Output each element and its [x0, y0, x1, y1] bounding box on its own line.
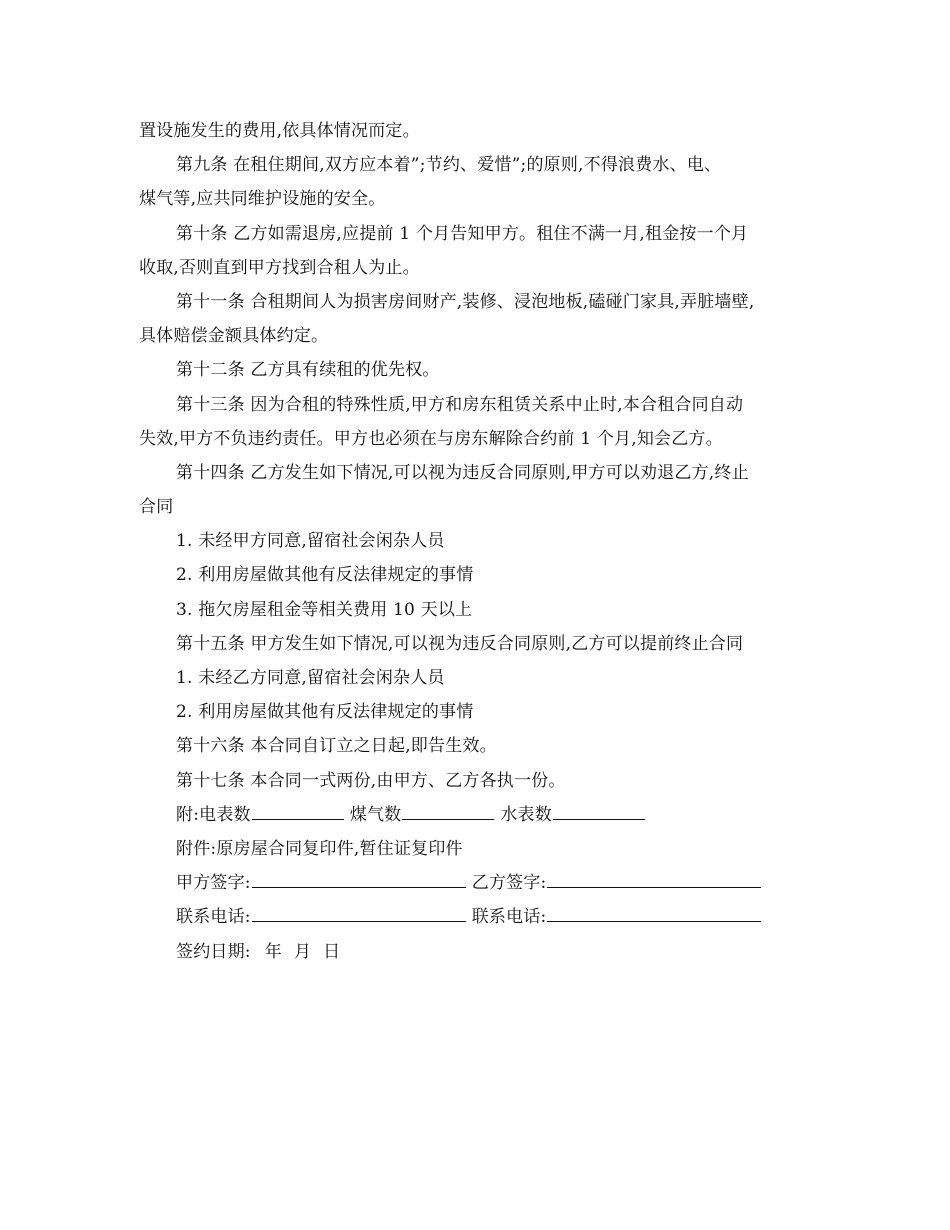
clause-10: 第十条 乙方如需退房,应提前 1 个月告知甲方。租住不满一月,租金按一个月 [176, 223, 749, 244]
electric-meter-label: 电表数 [199, 804, 251, 825]
text-line: 置设施发生的费用,依具体情况而定。 [139, 121, 420, 141]
date-month: 月 [293, 941, 312, 962]
electric-meter-blank[interactable] [252, 805, 344, 820]
clause-15: 第十五条 甲方发生如下情况,可以视为违反合同原则,乙方可以提前终止合同 [176, 633, 744, 654]
list-item: 1. 未经甲方同意,留宿社会闲杂人员 [176, 531, 445, 552]
water-meter-label: 水表数 [500, 804, 552, 825]
attachments-line: 附件:原房屋合同复印件,暂住证复印件 [176, 838, 463, 859]
signing-date-label: 签约日期: [176, 941, 251, 962]
list-item: 2. 利用房屋做其他有反法律规定的事情 [176, 702, 474, 723]
clause-11: 第十一条 合租期间人为损害房间财产,装修、浸泡地板,磕碰门家具,弄脏墙壁, [176, 291, 755, 312]
clause-14: 第十四条 乙方发生如下情况,可以视为违反合同原则,甲方可以劝退乙方,终止 [176, 462, 749, 483]
party-b-sign-blank[interactable] [547, 873, 761, 888]
meter-prefix: 附: [176, 804, 200, 825]
clause-9: 第九条 在租住期间,双方应本着”;节约、爱惜”;的原则,不得浪费水、电、 [176, 155, 722, 176]
text-line: 煤气等,应共同维护设施的安全。 [139, 189, 386, 210]
clause-17: 第十七条 本合同一式两份,由甲方、乙方各执一份。 [176, 770, 566, 791]
date-year: 年 [264, 941, 282, 962]
text-line: 合同 [139, 497, 174, 518]
signing-date-line [139, 935, 819, 969]
list-item: 1. 未经乙方同意,留宿社会闲杂人员 [176, 668, 445, 688]
list-item: 2. 利用房屋做其他有反法律规定的事情 [176, 565, 474, 586]
signature-line [139, 866, 819, 900]
date-day: 日 [323, 941, 341, 962]
party-a-phone-label: 联系电话: [176, 907, 251, 928]
text-line: 收取,否则直到甲方找到合租人为止。 [139, 257, 420, 278]
gas-meter-blank[interactable] [402, 805, 494, 820]
party-b-phone-label: 联系电话: [471, 907, 547, 928]
water-meter-blank[interactable] [553, 805, 645, 820]
contract-body [139, 114, 819, 969]
clause-13: 第十三条 因为合租的特殊性质,甲方和房东租赁关系中止时,本合租合同自动 [176, 394, 744, 415]
phone-line [139, 900, 819, 934]
party-b-sign-label: 乙方签字: [471, 873, 547, 894]
party-a-sign-blank[interactable] [252, 873, 466, 888]
text-line: 失效,甲方不负违约责任。甲方也必须在与房东解除合约前 1 个月,知会乙方。 [139, 428, 723, 449]
clause-16: 第十六条 本合同自订立之日起,即告生效。 [176, 736, 497, 757]
party-a-phone-blank[interactable] [252, 907, 466, 922]
clause-12: 第十二条 乙方具有续租的优先权。 [176, 360, 440, 381]
party-b-phone-blank[interactable] [547, 907, 761, 922]
text-line: 具体赔偿金额具体约定。 [139, 326, 329, 347]
meter-readings-line [139, 798, 819, 832]
list-item: 3. 拖欠房屋租金等相关费用 10 天以上 [176, 599, 473, 620]
gas-meter-label: 煤气数 [349, 804, 402, 825]
party-a-sign-label: 甲方签字: [176, 873, 251, 894]
